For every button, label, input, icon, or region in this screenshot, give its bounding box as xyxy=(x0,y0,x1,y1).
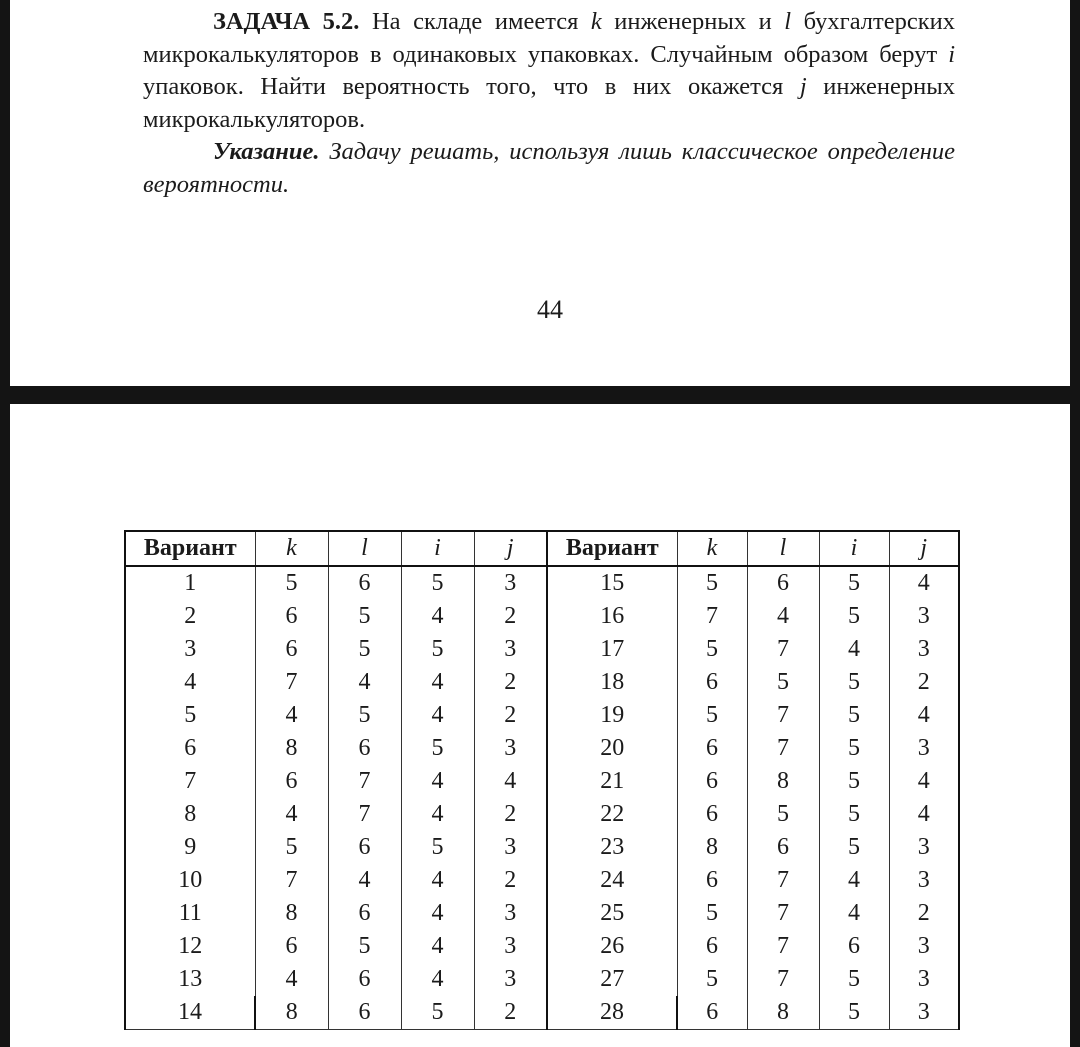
cell-k-2: 5 xyxy=(677,963,747,996)
header-j: j xyxy=(474,531,547,566)
cell-i: 4 xyxy=(401,666,474,699)
cell-variant-2: 17 xyxy=(547,633,677,666)
table-row xyxy=(125,699,959,732)
cell-i-2: 6 xyxy=(819,930,889,963)
cell-i-2: 4 xyxy=(819,897,889,930)
cell-variant: 4 xyxy=(125,666,255,699)
cell-l-2: 8 xyxy=(747,996,819,1030)
table-header-row xyxy=(125,531,959,566)
cell-l-2: 7 xyxy=(747,732,819,765)
cell-k-2: 6 xyxy=(677,930,747,963)
header-k: k xyxy=(255,531,328,566)
cell-j: 3 xyxy=(474,930,547,963)
cell-l-2: 7 xyxy=(747,963,819,996)
cell-variant-2: 28 xyxy=(547,996,677,1030)
table-row xyxy=(125,864,959,897)
cell-i: 4 xyxy=(401,765,474,798)
cell-i: 4 xyxy=(401,600,474,633)
variable-k: k xyxy=(590,8,602,35)
problem-text-part: инженерных микрокалькуляторов. xyxy=(143,73,955,133)
cell-l: 5 xyxy=(328,600,401,633)
cell-i: 4 xyxy=(401,864,474,897)
cell-variant-2: 23 xyxy=(547,831,677,864)
cell-variant: 13 xyxy=(125,963,255,996)
cell-variant: 1 xyxy=(125,566,255,600)
variable-l: l xyxy=(784,8,792,35)
cell-i-2: 5 xyxy=(819,600,889,633)
table-row xyxy=(125,566,959,600)
cell-variant-2: 25 xyxy=(547,897,677,930)
header-variant: Вариант xyxy=(125,531,255,566)
upper-page xyxy=(0,0,1080,386)
cell-l-2: 4 xyxy=(747,600,819,633)
header-i-2: i xyxy=(819,531,889,566)
cell-k: 8 xyxy=(255,996,328,1030)
cell-l: 7 xyxy=(328,765,401,798)
cell-k: 6 xyxy=(255,765,328,798)
table-row xyxy=(125,963,959,996)
cell-i: 5 xyxy=(401,732,474,765)
table-row xyxy=(125,930,959,963)
cell-j-2: 2 xyxy=(889,666,959,699)
cell-k-2: 6 xyxy=(677,765,747,798)
cell-l-2: 6 xyxy=(747,566,819,600)
cell-l-2: 6 xyxy=(747,831,819,864)
cell-k-2: 6 xyxy=(677,798,747,831)
cell-variant-2: 27 xyxy=(547,963,677,996)
table-row xyxy=(125,996,959,1030)
cell-i-2: 5 xyxy=(819,566,889,600)
cell-k-2: 5 xyxy=(677,633,747,666)
header-k-2: k xyxy=(677,531,747,566)
cell-k: 6 xyxy=(255,930,328,963)
cell-j-2: 2 xyxy=(889,897,959,930)
header-variant-2: Вариант xyxy=(547,531,677,566)
cell-j: 2 xyxy=(474,798,547,831)
cell-j-2: 4 xyxy=(889,798,959,831)
cell-j: 3 xyxy=(474,963,547,996)
cell-k-2: 6 xyxy=(677,864,747,897)
cell-variant: 7 xyxy=(125,765,255,798)
cell-i-2: 4 xyxy=(819,633,889,666)
cell-j: 2 xyxy=(474,864,547,897)
cell-variant: 14 xyxy=(125,996,255,1030)
cell-k-2: 6 xyxy=(677,996,747,1030)
cell-l: 6 xyxy=(328,963,401,996)
cell-j: 4 xyxy=(474,765,547,798)
cell-k-2: 6 xyxy=(677,666,747,699)
problem-text-part: На складе имеется xyxy=(359,8,591,35)
cell-variant-2: 20 xyxy=(547,732,677,765)
page-divider xyxy=(0,386,1080,404)
header-l: l xyxy=(328,531,401,566)
cell-k: 8 xyxy=(255,897,328,930)
cell-l-2: 7 xyxy=(747,864,819,897)
cell-l: 6 xyxy=(328,996,401,1030)
cell-l: 5 xyxy=(328,930,401,963)
problem-text-part: инженерных и xyxy=(601,8,785,35)
cell-j-2: 3 xyxy=(889,864,959,897)
cell-j-2: 4 xyxy=(889,765,959,798)
cell-variant: 5 xyxy=(125,699,255,732)
cell-k-2: 6 xyxy=(677,732,747,765)
table-row xyxy=(125,831,959,864)
variants-table xyxy=(124,530,960,1030)
cell-i: 4 xyxy=(401,699,474,732)
cell-i-2: 4 xyxy=(819,864,889,897)
cell-i: 4 xyxy=(401,798,474,831)
cell-i-2: 5 xyxy=(819,732,889,765)
cell-k: 5 xyxy=(255,566,328,600)
cell-j-2: 3 xyxy=(889,633,959,666)
cell-j: 2 xyxy=(474,600,547,633)
cell-i-2: 5 xyxy=(819,765,889,798)
cell-j: 3 xyxy=(474,633,547,666)
cell-variant: 12 xyxy=(125,930,255,963)
cell-variant: 6 xyxy=(125,732,255,765)
cell-j-2: 4 xyxy=(889,566,959,600)
cell-k-2: 5 xyxy=(677,897,747,930)
cell-l: 6 xyxy=(328,897,401,930)
cell-variant-2: 15 xyxy=(547,566,677,600)
cell-j: 3 xyxy=(474,897,547,930)
cell-j: 2 xyxy=(474,699,547,732)
header-j-2: j xyxy=(889,531,959,566)
cell-i-2: 5 xyxy=(819,798,889,831)
cell-l: 6 xyxy=(328,831,401,864)
cell-variant: 10 xyxy=(125,864,255,897)
cell-variant-2: 26 xyxy=(547,930,677,963)
table-row xyxy=(125,600,959,633)
cell-variant: 11 xyxy=(125,897,255,930)
cell-k: 6 xyxy=(255,600,328,633)
cell-j-2: 3 xyxy=(889,600,959,633)
cell-k: 4 xyxy=(255,963,328,996)
cell-k: 5 xyxy=(255,831,328,864)
cell-j-2: 4 xyxy=(889,699,959,732)
table-row xyxy=(125,732,959,765)
cell-k: 4 xyxy=(255,798,328,831)
cell-i-2: 5 xyxy=(819,963,889,996)
variable-j: j xyxy=(799,73,807,100)
cell-variant-2: 22 xyxy=(547,798,677,831)
cell-j: 3 xyxy=(474,732,547,765)
cell-variant: 3 xyxy=(125,633,255,666)
header-l-2: l xyxy=(747,531,819,566)
cell-variant-2: 24 xyxy=(547,864,677,897)
cell-i: 5 xyxy=(401,996,474,1030)
table-row xyxy=(125,765,959,798)
problem-paragraph xyxy=(143,6,955,136)
table-row xyxy=(125,798,959,831)
cell-l-2: 8 xyxy=(747,765,819,798)
hint-label: Указание. xyxy=(213,138,320,165)
cell-i: 4 xyxy=(401,963,474,996)
problem-text-part: бухгалтерских микрокалькуляторов в одинаковых упаковках. Случайным образом берут xyxy=(143,8,955,68)
table-row xyxy=(125,897,959,930)
cell-variant-2: 21 xyxy=(547,765,677,798)
cell-l: 5 xyxy=(328,633,401,666)
cell-k-2: 5 xyxy=(677,566,747,600)
cell-l: 7 xyxy=(328,798,401,831)
cell-l: 5 xyxy=(328,699,401,732)
cell-i: 5 xyxy=(401,633,474,666)
hint-paragraph xyxy=(143,136,955,201)
cell-k: 7 xyxy=(255,666,328,699)
cell-variant: 2 xyxy=(125,600,255,633)
cell-i-2: 5 xyxy=(819,666,889,699)
cell-l-2: 7 xyxy=(747,633,819,666)
table-row xyxy=(125,633,959,666)
cell-i-2: 5 xyxy=(819,831,889,864)
table-row xyxy=(125,666,959,699)
cell-j: 2 xyxy=(474,666,547,699)
cell-l-2: 7 xyxy=(747,930,819,963)
cell-j-2: 3 xyxy=(889,930,959,963)
cell-variant-2: 18 xyxy=(547,666,677,699)
cell-variant-2: 19 xyxy=(547,699,677,732)
cell-k-2: 8 xyxy=(677,831,747,864)
cell-l-2: 7 xyxy=(747,699,819,732)
cell-i: 4 xyxy=(401,897,474,930)
cell-j-2: 3 xyxy=(889,963,959,996)
cell-k: 6 xyxy=(255,633,328,666)
cell-k-2: 7 xyxy=(677,600,747,633)
cell-l: 4 xyxy=(328,864,401,897)
problem-statement xyxy=(143,6,955,201)
cell-i-2: 5 xyxy=(819,996,889,1030)
cell-i: 5 xyxy=(401,566,474,600)
cell-i-2: 5 xyxy=(819,699,889,732)
cell-k: 7 xyxy=(255,864,328,897)
cell-l-2: 5 xyxy=(747,798,819,831)
cell-l: 6 xyxy=(328,566,401,600)
hint-text: Задачу решать, используя лишь классическое определение вероятности. xyxy=(143,138,955,198)
cell-i: 5 xyxy=(401,831,474,864)
cell-variant: 8 xyxy=(125,798,255,831)
header-i: i xyxy=(401,531,474,566)
cell-l: 6 xyxy=(328,732,401,765)
cell-j-2: 3 xyxy=(889,996,959,1030)
cell-k: 8 xyxy=(255,732,328,765)
cell-l-2: 5 xyxy=(747,666,819,699)
cell-variant-2: 16 xyxy=(547,600,677,633)
variable-i: i xyxy=(948,40,955,68)
cell-k-2: 5 xyxy=(677,699,747,732)
cell-l: 4 xyxy=(328,666,401,699)
cell-j: 3 xyxy=(474,566,547,600)
cell-variant: 9 xyxy=(125,831,255,864)
cell-j: 2 xyxy=(474,996,547,1030)
cell-i: 4 xyxy=(401,930,474,963)
cell-l-2: 7 xyxy=(747,897,819,930)
problem-text-part: упаковок. Найти вероятность того, что в них окажется xyxy=(143,73,800,100)
cell-j: 3 xyxy=(474,831,547,864)
problem-heading: ЗАДАЧА 5.2. xyxy=(213,8,360,35)
page-number: 44 xyxy=(537,295,563,324)
cell-j-2: 3 xyxy=(889,831,959,864)
cell-k: 4 xyxy=(255,699,328,732)
cell-j-2: 3 xyxy=(889,732,959,765)
